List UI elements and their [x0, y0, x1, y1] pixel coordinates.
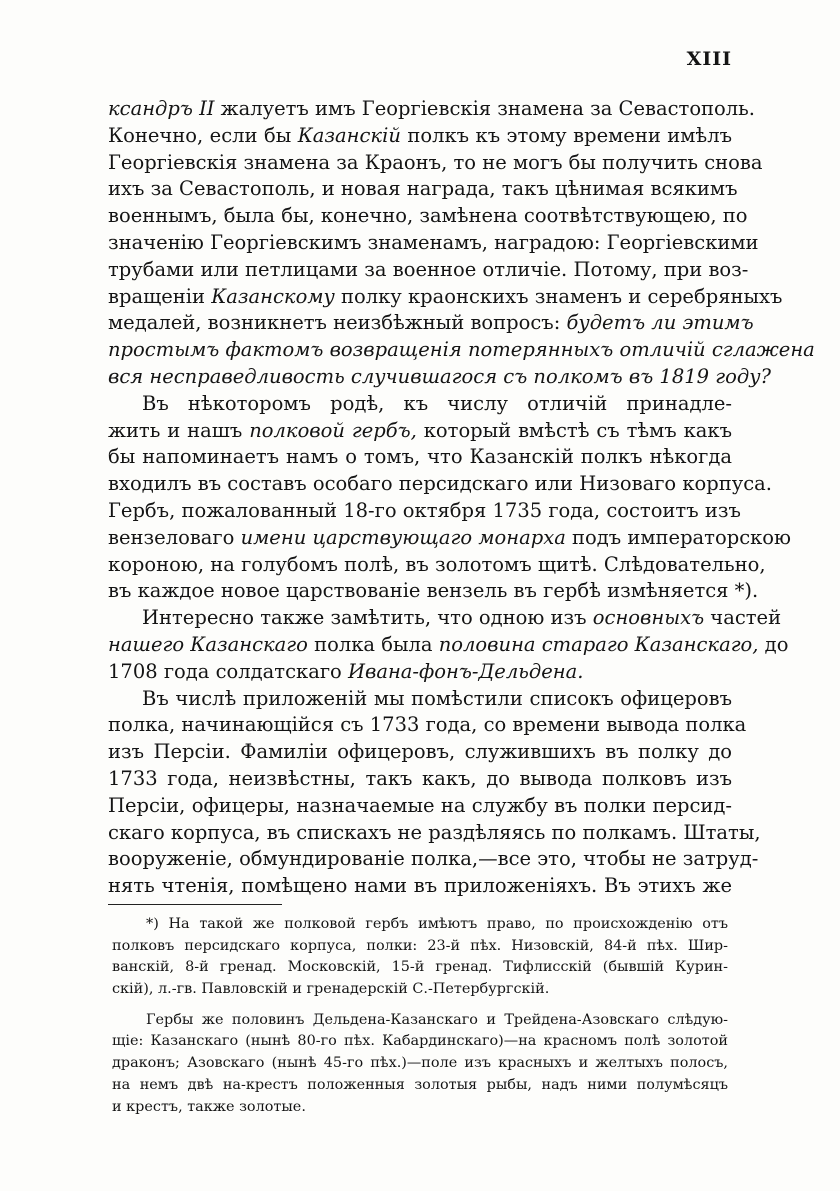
footnote-line: драконъ; Азовскаго (нынѣ 45-го пѣх.)—поле изъ красныхъ и желтыхъ полосъ,	[112, 1055, 728, 1072]
footnotes	[112, 914, 728, 1118]
text-line: вращеніи Казанскому полку краонскихъ знаменъ и серебряныхъ	[108, 284, 783, 308]
text-line: въ каждое новое царствованіе вензель въ гербѣ измѣняется *).	[108, 579, 759, 603]
text-line: короною, на голубомъ полѣ, въ золотомъ щитѣ. Слѣдовательно,	[108, 552, 766, 576]
text-line: Гербъ, пожалованный 18-го октября 1735 года, состоитъ изъ	[108, 498, 741, 522]
footnote-line: и крестъ, также золотые.	[112, 1098, 306, 1115]
text-line: нашего Казанскаго полка была половина стараго Казанскаго, до	[108, 632, 789, 656]
text-line: Георгіевскія знамена за Краонъ, то не могъ бы получить снова	[108, 150, 763, 174]
text-line: полка, начинающійся съ 1733 года, со времени вывода полка	[108, 713, 747, 737]
text-line: трубами или петлицами за военное отличіе. Потому, при воз-	[108, 257, 749, 281]
footnote-line: скій), л.-гв. Павловскій и гренадерскій С.-Петербургскій.	[112, 981, 550, 998]
text-line: входилъ въ составъ особаго персидскаго или Низоваго корпуса.	[108, 472, 772, 496]
text-line: медалей, возникнетъ неизбѣжный вопросъ: будетъ ли этимъ	[108, 311, 754, 335]
text-line: ихъ за Севастополь, и новая награда, такъ цѣнимая всякимъ	[108, 177, 738, 201]
text-line: Персіи, офицеры, назначаемые на службу въ полки персид-	[108, 793, 732, 817]
text-line: скаго корпуса, въ спискахъ не раздѣляясь по полкамъ. Штаты,	[108, 820, 761, 844]
text-line: Въ числѣ приложеній мы помѣстили списокъ офицеровъ	[142, 686, 732, 710]
text-line: вся несправедливость случившагося съ полкомъ въ 1819 году?	[108, 364, 771, 388]
footnote-divider	[108, 904, 282, 905]
footnote-line: на немъ двѣ на-крестъ положенныя золотыя рыбы, надъ ними полумѣсяцъ	[112, 1076, 728, 1093]
text-line: бы напоминаетъ намъ о томъ, что Казанскій полкъ нѣкогда	[108, 445, 732, 469]
text-line: изъ Персіи. Фамиліи офицеровъ, служившихъ въ полку до	[108, 740, 732, 764]
text-line: Конечно, если бы Казанскій полкъ къ этому времени имѣлъ	[108, 123, 732, 147]
text-line: Интересно также замѣтить, что одною изъ основныхъ частей	[142, 606, 782, 630]
footnote-line: Гербы же половинъ Дельдена-Казанскаго и Трейдена-Азовскаго слѣдую-	[146, 1011, 728, 1028]
text-line: ксандръ II жалуетъ имъ Георгіевскія знамена за Севастополь.	[108, 97, 755, 120]
footnote-line: ванскій, 8-й гренад. Московскій, 15-й гренад. Тифлисскій (бывшій Курин-	[112, 959, 728, 976]
text-line: простымъ фактомъ возвращенія потерянныхъ отличій сглажена	[108, 338, 815, 362]
text-line: Въ нѣкоторомъ родѣ, къ числу отличій принадле-	[142, 391, 732, 415]
footnote-line: полковъ персидскаго корпуса, полки: 23-й пѣх. Низовскій, 84-й пѣх. Шир-	[112, 937, 728, 954]
text-line: 1733 года, неизвѣстны, такъ какъ, до вывода полковъ изъ	[108, 766, 732, 790]
text-line: вензеловаго имени царствующаго монарха подъ императорскою	[108, 525, 792, 549]
text-line: 1708 года солдатскаго Ивана-фонъ-Дельдена.	[108, 659, 584, 683]
footnote-line: *) На такой же полковой гербъ имѣютъ право, по происхожденію отъ	[146, 916, 728, 932]
text-line: нять чтенія, помѣщено нами въ приложеніяхъ. Въ этихъ же	[108, 874, 732, 898]
body-text	[108, 96, 815, 900]
text-line: жить и нашъ полковой гербъ, который вмѣстѣ съ тѣмъ какъ	[108, 418, 733, 442]
text-line: вооруженіе, обмундированіе полка,—все это, чтобы не затруд-	[108, 847, 759, 871]
text-line: военнымъ, была бы, конечно, замѣнена соотвѣтствующею, по	[108, 204, 748, 228]
footnote-line: щіе: Казанскаго (нынѣ 80-го пѣх. Кабардинскаго)—на красномъ полѣ золотой	[112, 1033, 728, 1050]
page-number: XIII	[686, 48, 732, 70]
text-line: значенію Георгіевскимъ знаменамъ, наградою: Георгіевскими	[108, 230, 759, 254]
